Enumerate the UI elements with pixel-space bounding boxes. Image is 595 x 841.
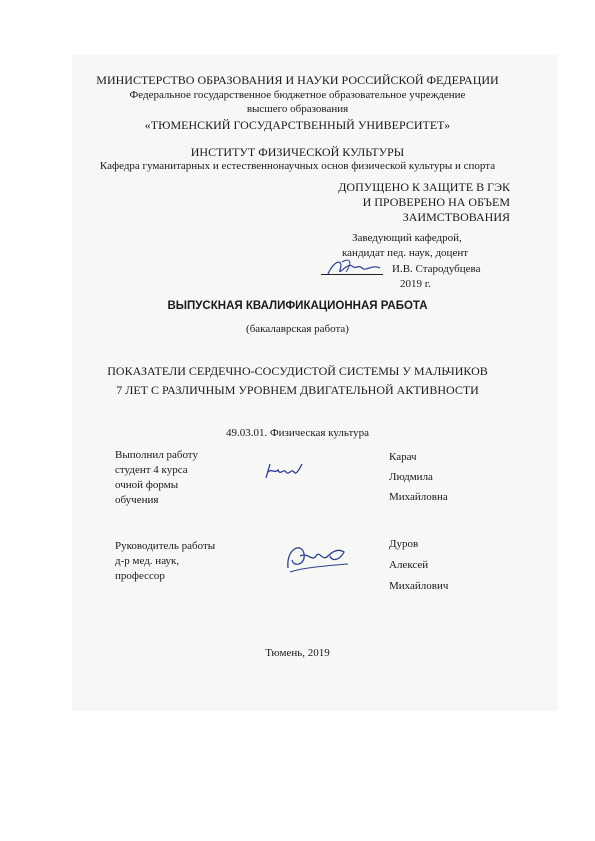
work-type: ВЫПУСКНАЯ КВАЛИФИКАЦИОННАЯ РАБОТА	[167, 300, 428, 312]
work-title-line2: 7 ЛЕТ С РАЗЛИЧНЫМ УРОВНЕМ ДВИГАТЕЛЬНОЙ АКТИВНОСТИ	[116, 383, 479, 397]
approval-line1: ДОПУЩЕНО К ЗАЩИТЕ В ГЭК	[338, 180, 510, 194]
work-subtype: (бакалаврская работа)	[246, 323, 349, 335]
head-role: Заведующий кафедрой,	[352, 232, 462, 244]
supervisor-name: Алексей	[389, 559, 429, 571]
supervisor-patronymic: Михайлович	[389, 580, 449, 592]
supervisor-surname: Дуров	[389, 538, 419, 550]
head-degree: кандидат пед. наук, доцент	[342, 247, 469, 259]
author-label-line2: студент 4 курса	[115, 464, 188, 476]
author-label-line1: Выполнил работу	[115, 449, 198, 461]
institute-name: ИНСТИТУТ ФИЗИЧЕСКОЙ КУЛЬТУРЫ	[190, 145, 405, 159]
author-signature	[262, 458, 308, 484]
author-surname: Карач	[389, 451, 417, 463]
institution-type-line2: высшего образования	[246, 103, 349, 115]
author-label-line4: обучения	[115, 494, 159, 506]
institution-type-line1: Федеральное государственное бюджетное образовательное учреждение	[129, 89, 466, 101]
supervisor-label-line3: профессор	[115, 570, 165, 582]
specialty: 49.03.01. Физическая культура	[225, 427, 370, 439]
author-patronymic: Михайловна	[389, 491, 448, 503]
university-name: «ТЮМЕНСКИЙ ГОСУДАРСТВЕННЫЙ УНИВЕРСИТЕТ»	[144, 118, 451, 132]
head-name: И.В. Стародубцева	[392, 263, 481, 275]
head-signature	[318, 256, 386, 282]
supervisor-label-line2: д-р мед. наук,	[115, 555, 180, 567]
city-year: Тюмень, 2019	[265, 647, 330, 659]
head-signature-line	[321, 274, 383, 275]
supervisor-signature	[282, 538, 354, 578]
author-label-line3: очной формы	[115, 479, 179, 491]
approval-line3: ЗАИМСТВОВАНИЯ	[402, 210, 510, 224]
approval-date: 2019 г.	[400, 278, 431, 290]
work-title-line1: ПОКАЗАТЕЛИ СЕРДЕЧНО-СОСУДИСТОЙ СИСТЕМЫ У МАЛЬЧИКОВ	[107, 364, 488, 378]
supervisor-label-line1: Руководитель работы	[115, 540, 216, 552]
ministry-heading: МИНИСТЕРСТВО ОБРАЗОВАНИЯ И НАУКИ РОССИЙСКОЙ ФЕДЕРАЦИИ	[96, 73, 499, 87]
department-name: Кафедра гуманитарных и естественнонаучных основ физической культуры и спорта	[99, 160, 496, 172]
approval-line2: И ПРОВЕРЕНО НА ОБЪЕМ	[362, 195, 510, 209]
author-name: Людмила	[389, 471, 433, 483]
